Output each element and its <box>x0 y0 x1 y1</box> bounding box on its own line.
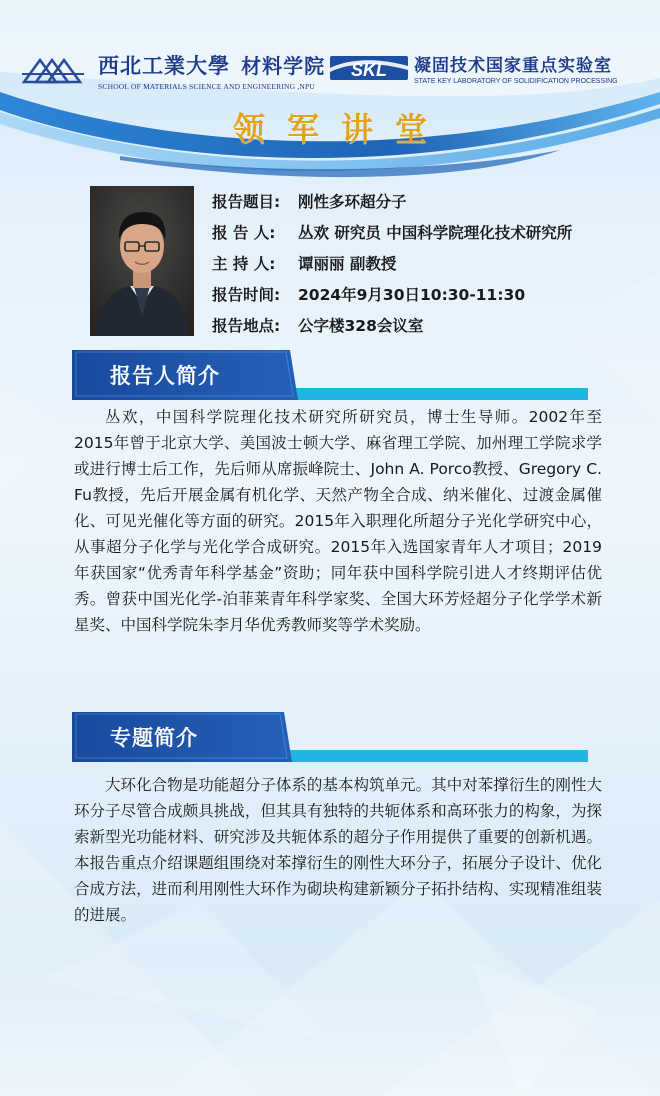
svg-text:SKL: SKL <box>351 60 387 80</box>
info-value: 公字楼328会议室 <box>298 317 424 335</box>
info-value: 谭丽丽 副教授 <box>298 255 397 273</box>
bio-paragraph: 丛欢，中国科学院理化技术研究所研究员，博士生导师。2002年至2015年曾于北京大学、美国波士顿大学、麻省理工学院、加州理工学院求学或进行博士后工作，先后师从席振峰院士、John A. Porco教授、Gregory C. Fu教授，先后开展金属有机化学、天然产物全合成、纳米催化、过渡金属催化、可见光催化等方面的研究。2015年入职理化所超分子光化学研究中心，从事超分子化学与光化学合成研究。2015年入选国家青年人才项目；2019年获国家“优秀青年科学基金”资助；同年获中国科学院引进人才终期评估优秀。曾获中国光化学-泊菲莱青年科学家奖、全国大环芳烃超分子化学学术新星奖、中国科学院朱李月华优秀教师奖等学术奖励。 <box>74 408 602 634</box>
school-name: 材料学院 <box>241 54 326 78</box>
lab-name-english: STATE KEY LABORATORY OF SOLIDIFICATION PROCESSING <box>414 78 618 85</box>
info-label: 报告题目: <box>212 193 281 211</box>
info-row-title <box>212 190 572 221</box>
info-label: 报告地点: <box>212 317 281 335</box>
info-label: 主 持 人: <box>212 255 276 273</box>
info-value: 2024年9月30日10:30-11:30 <box>298 286 526 304</box>
topic-section-header <box>72 712 592 764</box>
info-value: 刚性多环超分子 <box>298 193 407 211</box>
npu-logo-icon <box>22 52 84 84</box>
speaker-photo <box>90 186 194 336</box>
info-row-host <box>212 252 572 283</box>
forum-title: 领军讲堂 <box>232 110 449 148</box>
info-row-location <box>212 314 572 345</box>
bio-heading: 报告人简介 <box>110 364 220 388</box>
info-row-time <box>212 283 572 314</box>
topic-heading: 专题简介 <box>110 726 198 750</box>
skl-logo-icon <box>330 54 408 82</box>
university-name: 西北工業大學 <box>98 53 230 78</box>
school-name-english: SCHOOL OF MATERIALS SCIENCE AND ENGINEERING ,NPU <box>98 82 316 91</box>
info-label: 报 告 人: <box>212 224 276 242</box>
speaker-info <box>212 190 572 345</box>
info-label: 报告时间: <box>212 286 281 304</box>
info-value: 丛欢 研究员 中国科学院理化技术研究所 <box>298 224 573 242</box>
lab-name: 凝固技术国家重点实验室 <box>414 56 612 76</box>
bio-section-header <box>72 350 592 402</box>
info-row-speaker <box>212 221 572 252</box>
header <box>0 0 660 100</box>
topic-paragraph: 大环化合物是功能超分子体系的基本构筑单元。其中对苯撑衍生的刚性大环分子尽管合成颇具挑战，但其具有独特的共轭体系和高环张力的构象，为探索新型光功能材料、研究涉及共轭体系的超分子作用提供了重要的创新机遇。本报告重点介绍课题组围绕对苯撑衍生的刚性大环分子，拓展分子设计、优化合成方法，进而利用刚性大环作为砌块构建新颖分子拓扑结构、实现精准组装的进展。 <box>74 776 602 924</box>
